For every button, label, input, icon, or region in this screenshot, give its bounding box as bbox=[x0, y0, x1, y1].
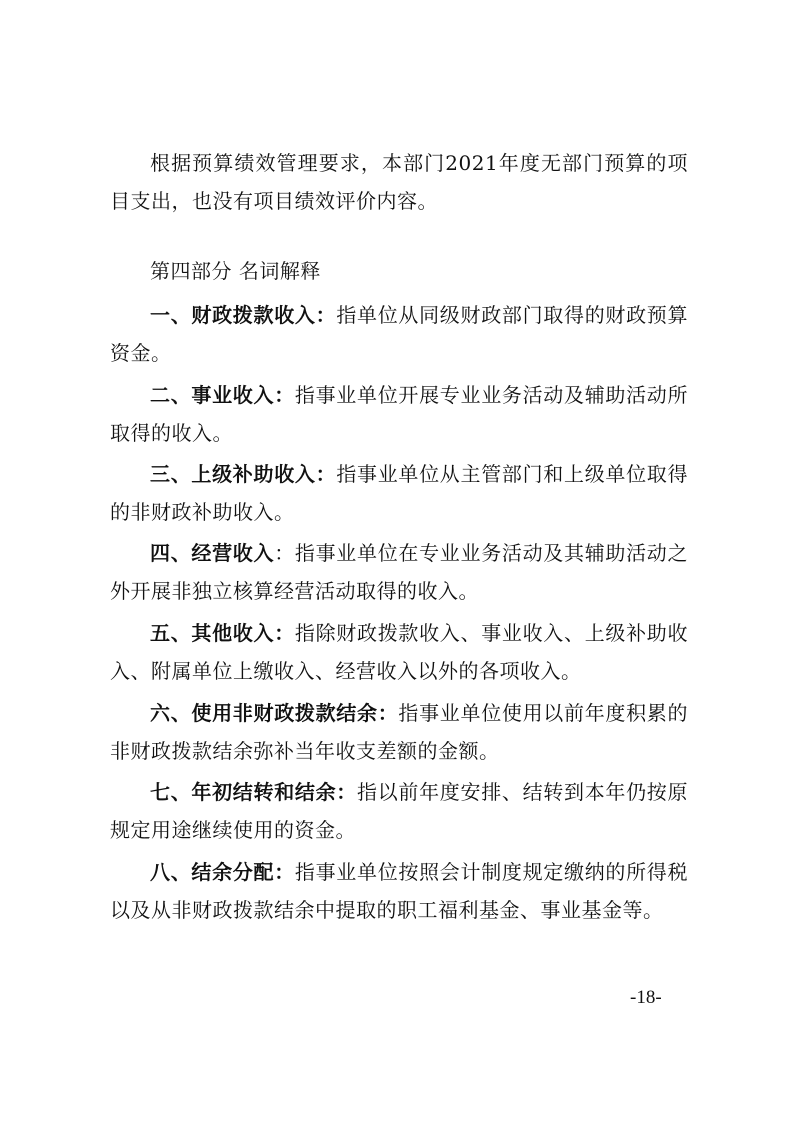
definition-paragraph bbox=[110, 534, 688, 610]
intro-paragraph: 根据预算绩效管理要求，本部门2021年度无部门预算的项目支出，也没有项目绩效评价内容。 bbox=[110, 151, 688, 213]
definition-term: 七、年初结转和结余： bbox=[150, 780, 357, 804]
definition-paragraph bbox=[110, 455, 688, 531]
definition-term: 六、使用非财政拨款结余： bbox=[150, 701, 399, 725]
definition-text: 指除财政拨款收入、事业收入、上级补助收入、附属单位上缴收入、经营收入以外的各项收入。 bbox=[110, 621, 689, 683]
definition-paragraph bbox=[110, 296, 688, 372]
definition-term: 五、其他收入： bbox=[150, 621, 295, 645]
definition-paragraph bbox=[110, 376, 688, 452]
definition-paragraph bbox=[110, 694, 688, 770]
definition-text: ：指事业单位在专业业务活动及其辅助活动之外开展非独立核算经营活动取得的收入。 bbox=[110, 541, 689, 603]
definition-term: 八、结余分配： bbox=[150, 860, 295, 884]
definition-text: 指事业单位按照会计制度规定缴纳的所得税以及从非财政拨款结余中提取的职工福利基金、事业基金等。 bbox=[110, 860, 689, 922]
section-heading: 第四部分 名词解释 bbox=[150, 259, 321, 283]
definition-paragraph bbox=[110, 773, 688, 849]
definition-text: 指单位从同级财政部门取得的财政预算资金。 bbox=[110, 303, 689, 365]
definition-paragraph bbox=[110, 614, 688, 690]
definition-term: 二、事业收入： bbox=[150, 383, 295, 407]
definition-paragraph bbox=[110, 853, 688, 929]
definition-text: 指事业单位使用以前年度积累的非财政拨款结余弥补当年收支差额的金额。 bbox=[110, 701, 689, 763]
definition-term: 四、经营收入 bbox=[150, 541, 275, 565]
definition-term: 一、财政拨款收入： bbox=[150, 303, 337, 327]
page-number: -18- bbox=[630, 987, 662, 1008]
definition-text: 指事业单位开展专业业务活动及辅助活动所取得的收入。 bbox=[110, 383, 689, 445]
definition-text: 指事业单位从主管部门和上级单位取得的非财政补助收入。 bbox=[110, 462, 689, 524]
definition-text: 指以前年度安排、结转到本年仍按原规定用途继续使用的资金。 bbox=[110, 780, 688, 842]
definition-term: 三、上级补助收入： bbox=[150, 462, 337, 486]
